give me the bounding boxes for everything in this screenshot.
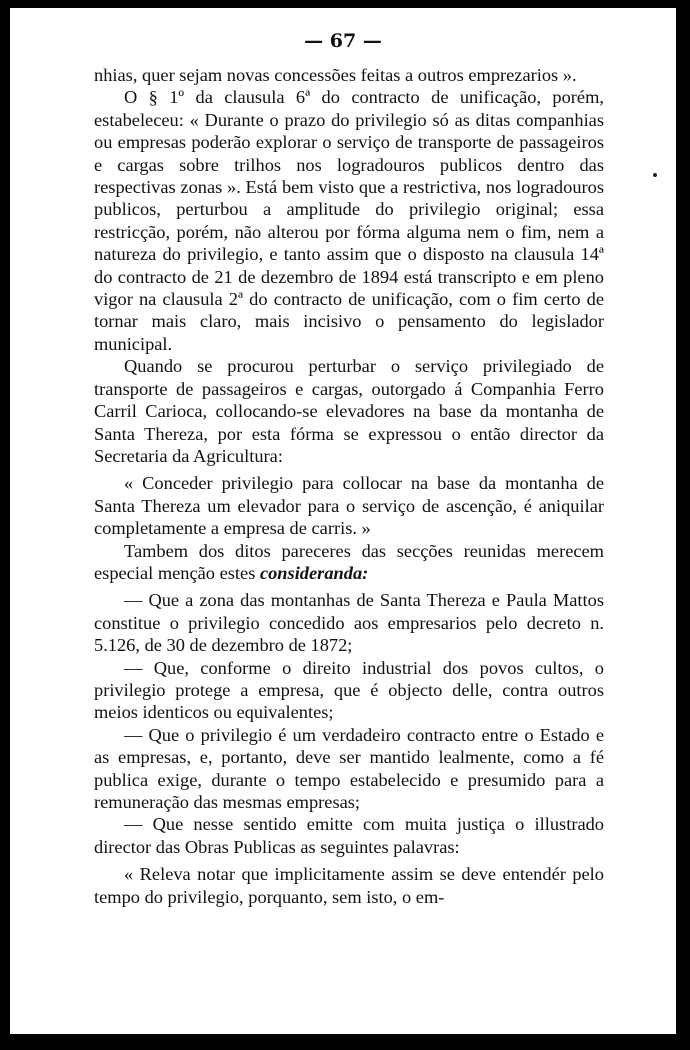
page-number: — 67 —	[304, 30, 382, 52]
quote-paragraph: « Releva notar que implicitamente assim se deve entendér pelo tempo do privilegio, porquanto, sem isto, o em-	[94, 864, 604, 907]
paragraph	[94, 540, 604, 585]
quote-paragraph: « Conceder privilegio para collocar na base da montanha de Santa Thereza um elevador para o serviço de ascenção, é aniquilar completamente a empresa de carris. »	[94, 473, 604, 539]
scan-speck	[653, 173, 657, 177]
clause-item: — Que o privilegio é um verdadeiro contracto entre o Estado e as empresas, e, portanto, deve ser mantido lealmente, como a fé publica exige, durante o tempo estabelecido e presumido para a remuneração das mesmas empresas;	[94, 724, 604, 812]
clause-item: — Que a zona das montanhas de Santa Thereza e Paula Mattos constitue o privilegio concedido aos empresarios pelo decreto n. 5.126, de 30 de dezembro de 1872;	[94, 590, 604, 656]
paragraph: O § 1º da clausula 6ª do contracto de unificação, porém, estabeleceu: « Durante o prazo do privilegio só as ditas companhias ou empresas poderão explorar o serviço de transporte de passageiros e cargas sobre trilhos nos logradouros publicos dentro das respectivas zonas ». Está bem visto que a restrictiva, nos logradouros publicos, perturbou a amplitude do privilegio original; essa restricção, porém, não alterou por fórma alguma nem o fim, nem a natureza do privilegio, e tanto assim que o disposto na clausula 14ª do contracto de 21 de dezembro de 1894 está transcripto e em pleno vigor na clausula 2ª do contracto de unificação, com o fim certo de tornar mais claro, mais incisivo o pensamento do legislador municipal.	[94, 87, 604, 354]
body-text	[94, 64, 604, 908]
clause-item: — Que nesse sentido emitte com muita justiça o illustrado director das Obras Publicas as seguintes palavras:	[94, 814, 604, 857]
emphasis-text: considerandа:	[259, 562, 369, 583]
paragraph: Quando se procurou perturbar o serviço privilegiado de transporte de passageiros e cargas, outorgado á Companhia Ferro Carril Carioca, collocando-se elevadores na base da montanha de Santa Thereza, por esta fórma se expressou o então director da Secretaria da Agricultura:	[94, 356, 604, 466]
document-page	[10, 8, 676, 1034]
paragraph: nhias, quer sejam novas concessões feitas a outros emprezarios ».	[94, 65, 577, 85]
clause-item: — Que, conforme o direito industrial dos povos cultos, o privilegio protege a empresa, que é objecto delle, contra outros meios identicos ou equivalentes;	[94, 657, 604, 723]
paragraph-text: Tambem dos ditos pareceres das secções reunidas merecem especial menção estes	[94, 540, 604, 583]
